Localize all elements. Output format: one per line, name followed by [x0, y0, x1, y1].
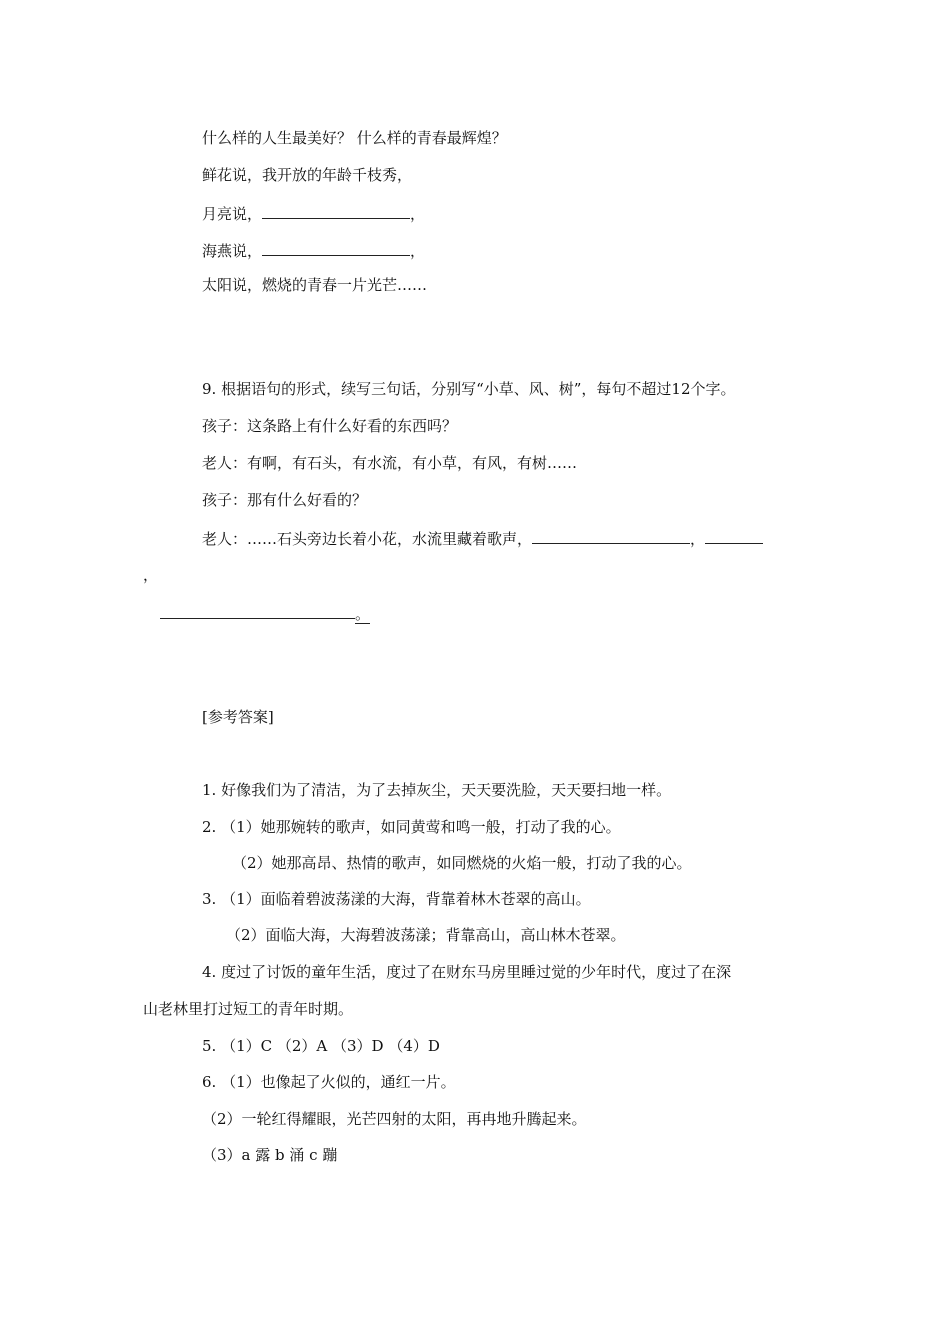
answer-blank: [262, 239, 410, 256]
question-9-prompt: 9. 根据语句的形式，续写三句话，分别写“小草、风、树”，每句不超过12个字。: [202, 380, 736, 398]
dialogue-line-2: 老人：有啊，有石头，有水流，有小草，有风，有树……: [202, 454, 578, 472]
answer-2-part-2: （2）她那高昂、热情的歌声，如同燃烧的火焰一般，打动了我的心。: [232, 854, 692, 872]
answer-6-part-1: 6. （1）也像起了火似的，通红一片。: [202, 1073, 456, 1091]
poem-line-5: 太阳说，燃烧的青春一片光芒……: [202, 276, 428, 294]
dialogue-line-1: 孩子：这条路上有什么好看的东西吗？: [202, 417, 458, 435]
poem-line-4: [202, 239, 425, 261]
answer-blank: [160, 602, 355, 619]
poem-line-3: [202, 202, 425, 224]
poem-line-3-suffix: ，: [410, 205, 426, 223]
answer-3-part-2: （2）面临大海，大海碧波荡漾；背靠高山，高山林木苍翠。: [226, 926, 626, 944]
poem-line-4-suffix: ，: [410, 242, 426, 260]
answer-5: 5. （1）C （2）A （3）D （4）D: [202, 1037, 440, 1055]
dialogue-line-6-period: 。: [355, 605, 371, 623]
dialogue-line-6: [160, 602, 370, 624]
answer-3-part-1: 3. （1）面临着碧波荡漾的大海，背靠着林木苍翠的高山。: [202, 890, 591, 908]
dialogue-line-5: ，: [143, 566, 159, 584]
poem-line-1: 什么样的人生最美好？ 什么样的青春最辉煌？: [202, 129, 507, 147]
answer-4-part-2: 山老林里打过短工的青年时期。: [143, 1000, 354, 1018]
poem-line-3-prefix: 月亮说，: [202, 205, 263, 223]
poem-line-4-prefix: 海燕说，: [202, 242, 263, 260]
answer-4-part-1: 4. 度过了讨饭的童年生活，度过了在财东马房里睡过觉的少年时代，度过了在深: [202, 963, 732, 981]
poem-line-2: 鲜花说，我开放的年龄千枝秀，: [202, 166, 413, 184]
answer-blank: [262, 202, 410, 219]
answer-1: 1. 好像我们为了清洁，为了去掉灰尘，天天要洗脸，天天要扫地一样。: [202, 781, 672, 799]
dialogue-line-4: [202, 527, 763, 549]
dialogue-line-3: 孩子：那有什么好看的？: [202, 491, 368, 509]
dialogue-line-4-comma: ，: [690, 530, 706, 548]
dialogue-line-4-text: 老人：……石头旁边长着小花，水流里藏着歌声，: [202, 530, 533, 548]
answer-blank: [705, 527, 763, 544]
answer-2-part-1: 2. （1）她那婉转的歌声，如同黄莺和鸣一般，打动了我的心。: [202, 818, 621, 836]
answer-6-part-2: （2）一轮红得耀眼，光芒四射的太阳，再冉地升腾起来。: [202, 1110, 587, 1128]
answer-6-part-3: （3）a 露 b 涌 c 蹦: [202, 1146, 338, 1164]
answers-heading: [参考答案]: [202, 708, 274, 726]
answer-blank: [532, 527, 690, 544]
